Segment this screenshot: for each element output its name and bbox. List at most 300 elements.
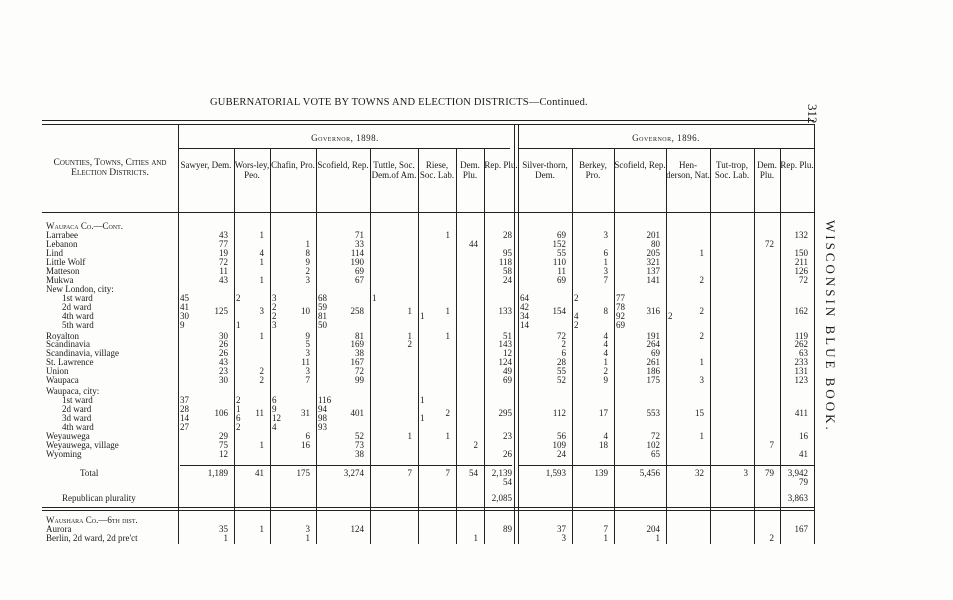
row-label: 2d ward (62, 404, 92, 414)
table-cell: 5,456 (639, 468, 660, 478)
table-cell: 7 (769, 440, 774, 450)
table-cell: 28 (557, 357, 566, 367)
column-header: Dem. Plu. (757, 160, 777, 180)
column-rule (456, 148, 457, 544)
group-total-cell: 295 (498, 408, 512, 418)
table-cell: 9 (272, 404, 277, 414)
table-cell: 9 (603, 375, 608, 385)
table-cell: 205 (646, 248, 660, 258)
table-cell: 55 (557, 366, 566, 376)
table-cell: 1 (603, 357, 608, 367)
table-cell: 2 (259, 366, 264, 376)
table-cell: 137 (646, 266, 660, 276)
table-cell: 69 (616, 320, 625, 330)
table-cell: 69 (503, 375, 512, 385)
table-cell: 1 (473, 533, 478, 543)
table-cell: 186 (646, 366, 660, 376)
column-rule (780, 148, 781, 544)
column-header: Sawyer, Dem. (180, 160, 232, 170)
table-cell: 7 (603, 275, 608, 285)
row-label: 1st ward (62, 293, 93, 303)
table-cell: 42 (520, 302, 529, 312)
group-total-cell: 133 (498, 306, 512, 316)
table-cell: 2 (305, 266, 310, 276)
group-header-1896: Governor, 1896. (632, 133, 700, 143)
table-cell: 77 (616, 293, 625, 303)
table-cell: 26 (503, 449, 512, 459)
table-cell: 2 (603, 366, 608, 376)
table-cell: 72 (219, 257, 228, 267)
table-cell: 124 (498, 357, 512, 367)
table-cell: 1 (259, 230, 264, 240)
table-cell: 67 (355, 275, 364, 285)
column-rule (514, 124, 515, 544)
table-cell: 81 (355, 331, 364, 341)
column-rule (518, 124, 519, 544)
table-cell: 2 (407, 339, 412, 349)
table-cell: 72 (765, 239, 774, 249)
row-label: Total (80, 468, 99, 478)
header-bottom-rule (42, 212, 814, 213)
page-number: 312 (805, 104, 820, 124)
table-cell: 2 (473, 440, 478, 450)
table-cell: 118 (498, 257, 512, 267)
group-total-cell: 17 (599, 408, 608, 418)
group-total-cell: 162 (794, 306, 808, 316)
column-header: Silver-thorn, Dem. (522, 160, 568, 180)
table-cell: 93 (318, 422, 327, 432)
table-cell: 49 (503, 366, 512, 376)
table-cell: 56 (557, 431, 566, 441)
table-cell: 6 (561, 348, 566, 358)
group-total-cell: 2 (445, 408, 450, 418)
table-cell: 4 (603, 339, 608, 349)
table-cell: 1 (603, 533, 608, 543)
table-cell: 7 (305, 375, 310, 385)
table-cell: 94 (318, 404, 327, 414)
table-cell: 1 (259, 257, 264, 267)
table-cell: 38 (355, 348, 364, 358)
table-cell: 1 (699, 431, 704, 441)
table-cell: 2,085 (491, 493, 512, 503)
row-label: Wyoming (46, 449, 82, 459)
table-cell: 1 (445, 331, 450, 341)
table-cell: 18 (599, 440, 608, 450)
table-cell: 175 (646, 375, 660, 385)
table-cell: 1 (236, 320, 241, 330)
table-cell: 26 (219, 348, 228, 358)
table-cell: 43 (219, 357, 228, 367)
column-header: Scofield, Rep. (614, 160, 666, 170)
row-label: Aurora (46, 524, 72, 534)
table-cell: 4 (603, 431, 608, 441)
table-cell: 28 (180, 404, 189, 414)
table-cell: 109 (552, 440, 566, 450)
table-cell: 12 (272, 413, 281, 423)
row-label: Matteson (46, 266, 80, 276)
table-cell: 1 (603, 257, 608, 267)
group-header-1898: Governor, 1898. (311, 133, 379, 143)
table-cell: 98 (318, 413, 327, 423)
table-cell: 3,274 (343, 468, 364, 478)
table-cell: 7 (603, 524, 608, 534)
table-cell: 23 (503, 431, 512, 441)
table-cell: 30 (219, 375, 228, 385)
row-label: Royalton (46, 331, 79, 341)
table-cell: 3 (305, 524, 310, 534)
table-cell: 43 (219, 275, 228, 285)
table-cell: 63 (799, 348, 808, 358)
table-top-rule-2 (42, 124, 814, 125)
table-cell: 169 (350, 339, 364, 349)
table-cell: 77 (219, 239, 228, 249)
row-label: St. Lawrence (46, 357, 94, 367)
group-total-cell: 11 (255, 408, 264, 418)
column-header: Berkey, Pro. (579, 160, 607, 180)
column-rule (710, 148, 711, 544)
row-label: Scandinavia (46, 339, 90, 349)
group-total-cell: 3 (259, 306, 264, 316)
row-label: Lebanon (46, 239, 78, 249)
table-cell: 28 (503, 230, 512, 240)
group-total-cell: 8 (603, 306, 608, 316)
table-cell: 78 (616, 302, 625, 312)
row-label: 2d ward (62, 302, 92, 312)
table-cell: 9 (180, 320, 185, 330)
table-cell: 132 (794, 230, 808, 240)
table-cell: 3,942 (787, 468, 808, 478)
table-cell: 1 (305, 533, 310, 543)
table-cell: 114 (350, 248, 364, 258)
column-rule (484, 148, 485, 544)
table-cell: 2 (272, 311, 277, 321)
table-cell: 16 (799, 431, 808, 441)
table-cell: 7 (407, 468, 412, 478)
row-label: Mukwa (46, 275, 74, 285)
table-cell: 14 (520, 320, 529, 330)
table-cell: 1 (420, 395, 425, 405)
table-cell: 3 (743, 468, 748, 478)
table-cell: 8 (305, 248, 310, 258)
table-cell: 52 (355, 431, 364, 441)
table-cell: 72 (651, 431, 660, 441)
table-cell: 1 (699, 357, 704, 367)
table-cell: 264 (646, 339, 660, 349)
table-cell: 191 (646, 331, 660, 341)
table-cell: 1 (259, 524, 264, 534)
table-cell: 37 (557, 524, 566, 534)
table-cell: 3 (272, 293, 277, 303)
group-total-cell: 10 (301, 306, 310, 316)
column-header: Riese, Soc. Lab. (419, 160, 455, 180)
column-rule (234, 148, 235, 544)
group-total-cell: 154 (552, 306, 566, 316)
table-cell: 124 (350, 524, 364, 534)
table-cell: 23 (219, 366, 228, 376)
row-label: Scandinavia, village (46, 348, 119, 358)
row-label: Little Wolf (46, 257, 86, 267)
table-cell: 2,139 (491, 468, 512, 478)
table-cell: 92 (616, 311, 625, 321)
column-rule (572, 148, 573, 544)
table-cell: 211 (794, 257, 808, 267)
table-cell: 73 (355, 440, 364, 450)
group-total-cell: 2 (699, 306, 704, 316)
stub-header: Counties, Towns, Cities and Election Districts. (53, 158, 167, 178)
table-cell: 69 (557, 230, 566, 240)
table-cell: 79 (765, 468, 774, 478)
row-label: Waupaca, city: (46, 386, 100, 396)
table-top-rule (42, 120, 814, 121)
row-label: Waupaca Co.—Cont. (46, 221, 124, 231)
table-cell: 1 (259, 331, 264, 341)
table-cell: 3 (603, 266, 608, 276)
table-cell: 5 (305, 339, 310, 349)
table-cell: 16 (301, 440, 310, 450)
table-cell: 1 (259, 275, 264, 285)
group-total-cell: 125 (214, 306, 228, 316)
table-cell: 1 (259, 440, 264, 450)
table-cell: 44 (469, 239, 478, 249)
table-cell: 54 (503, 477, 512, 487)
table-cell: 152 (552, 239, 566, 249)
table-cell: 45 (180, 293, 189, 303)
row-label: Weyauwega (46, 431, 90, 441)
table-cell: 1,189 (207, 468, 228, 478)
table-cell: 30 (219, 331, 228, 341)
table-cell: 1 (445, 431, 450, 441)
table-cell: 52 (557, 375, 566, 385)
table-cell: 1 (420, 311, 425, 321)
table-cell: 190 (350, 257, 364, 267)
table-cell: 58 (503, 266, 512, 276)
table-cell: 3 (305, 366, 310, 376)
group-total-cell: 31 (301, 408, 310, 418)
table-cell: 95 (503, 248, 512, 258)
group-total-cell: 112 (552, 408, 566, 418)
table-cell: 201 (646, 230, 660, 240)
table-cell: 32 (695, 468, 704, 478)
table-cell: 68 (318, 293, 327, 303)
table-cell: 4 (574, 311, 579, 321)
table-cell: 51 (503, 331, 512, 341)
row-label: 5th ward (62, 320, 94, 330)
group-total-cell: 553 (646, 408, 660, 418)
table-cell: 167 (794, 524, 808, 534)
table-cell: 2 (236, 293, 241, 303)
group-total-cell: 258 (350, 306, 364, 316)
table-cell: 261 (646, 357, 660, 367)
table-cell: 175 (296, 468, 310, 478)
table-cell: 141 (646, 275, 660, 285)
row-label: 3d ward (62, 413, 92, 423)
table-cell: 116 (318, 395, 332, 405)
table-cell: 11 (301, 357, 310, 367)
table-cell: 6 (236, 413, 241, 423)
book-title-sidebar: WISCONSIN BLUE BOOK. (823, 220, 838, 433)
row-label: Weyauwega, village (46, 440, 119, 450)
row-label: 1st ward (62, 395, 93, 405)
table-cell: 37 (180, 395, 189, 405)
table-cell: 3,863 (787, 493, 808, 503)
table-cell: 4 (272, 422, 277, 432)
column-header: Rep. Plu. (484, 160, 518, 170)
table-cell: 131 (794, 366, 808, 376)
column-rule (316, 148, 317, 544)
table-cell: 12 (219, 449, 228, 459)
table-cell: 26 (219, 339, 228, 349)
table-cell: 30 (180, 311, 189, 321)
total-rule-1898 (180, 465, 512, 466)
table-cell: 54 (469, 468, 478, 478)
group-total-cell: 106 (214, 408, 228, 418)
table-cell: 119 (794, 331, 808, 341)
table-cell: 1 (655, 533, 660, 543)
table-cell: 11 (557, 266, 566, 276)
table-cell: 2 (236, 422, 241, 432)
row-label: Waupaca (46, 375, 79, 385)
table-cell: 167 (350, 357, 364, 367)
table-cell: 4 (603, 348, 608, 358)
group-total-cell: 15 (695, 408, 704, 418)
table-cell: 2 (699, 331, 704, 341)
table-cell: 3 (561, 533, 566, 543)
column-rule (614, 148, 615, 544)
table-cell: 2 (769, 533, 774, 543)
row-label: 4th ward (62, 311, 94, 321)
table-cell: 3 (272, 320, 277, 330)
table-cell: 233 (794, 357, 808, 367)
table-cell: 1 (420, 413, 425, 423)
table-cell: 35 (219, 524, 228, 534)
table-cell: 2 (574, 293, 579, 303)
table-cell: 7 (445, 468, 450, 478)
column-header: Hen-derson, Nat. (666, 160, 710, 180)
column-header: Dem. Plu. (460, 160, 480, 180)
table-cell: 19 (219, 248, 228, 258)
table-cell: 110 (552, 257, 566, 267)
table-cell: 1 (236, 404, 241, 414)
column-header: Scofield, Rep. (317, 160, 369, 170)
section-double-rule (42, 507, 814, 511)
column-rule (814, 124, 815, 544)
table-cell: 3 (699, 375, 704, 385)
table-cell: 24 (503, 275, 512, 285)
group-rule-1898 (178, 148, 510, 149)
table-cell: 2 (259, 375, 264, 385)
table-cell: 72 (355, 366, 364, 376)
table-cell: 321 (646, 257, 660, 267)
table-cell: 6 (603, 248, 608, 258)
row-label: Berlin, 2d ward, 2d pre'ct (46, 533, 138, 543)
table-cell: 3 (305, 275, 310, 285)
table-cell: 4 (259, 248, 264, 258)
table-cell: 59 (318, 302, 327, 312)
column-header: Tut-trop, Soc. Lab. (714, 160, 750, 180)
table-cell: 50 (318, 320, 327, 330)
table-cell: 1 (372, 293, 377, 303)
column-rule (754, 148, 755, 544)
table-cell: 3 (305, 348, 310, 358)
table-cell: 41 (180, 302, 189, 312)
table-cell: 89 (503, 524, 512, 534)
table-cell: 55 (557, 248, 566, 258)
table-cell: 75 (219, 440, 228, 450)
group-total-cell: 411 (794, 408, 808, 418)
table-cell: 9 (305, 331, 310, 341)
table-cell: 69 (557, 275, 566, 285)
table-cell: 2 (236, 395, 241, 405)
table-cell: 139 (594, 468, 608, 478)
group-total-cell: 401 (350, 408, 364, 418)
column-rule (178, 124, 179, 544)
table-cell: 64 (520, 293, 529, 303)
table-cell: 6 (305, 431, 310, 441)
table-cell: 41 (255, 468, 264, 478)
table-cell: 150 (794, 248, 808, 258)
table-cell: 1 (223, 533, 228, 543)
table-cell: 2 (699, 275, 704, 285)
table-cell: 99 (355, 375, 364, 385)
column-header: Wors-ley, Peo. (234, 160, 270, 180)
table-cell: 80 (651, 239, 660, 249)
table-cell: 41 (799, 449, 808, 459)
table-cell: 69 (651, 348, 660, 358)
table-cell: 1 (305, 239, 310, 249)
row-label: Lind (46, 248, 63, 258)
row-label: Larrabee (46, 230, 78, 240)
column-rule (370, 148, 371, 544)
table-cell: 69 (355, 266, 364, 276)
table-cell: 79 (799, 477, 808, 487)
table-cell: 29 (219, 431, 228, 441)
table-cell: 123 (794, 375, 808, 385)
table-cell: 33 (355, 239, 364, 249)
table-cell: 2 (272, 302, 277, 312)
table-cell: 1 (407, 431, 412, 441)
page-title: GUBERNATORIAL VOTE BY TOWNS AND ELECTION DISTRICTS—Continued. (210, 97, 588, 108)
table-cell: 6 (272, 395, 277, 405)
row-label: Republican plurality (62, 493, 136, 503)
column-rule (666, 148, 667, 544)
row-label: Union (46, 366, 69, 376)
table-cell: 4 (603, 331, 608, 341)
table-cell: 2 (574, 320, 579, 330)
table-cell: 24 (557, 449, 566, 459)
table-cell: 14 (180, 413, 189, 423)
table-cell: 1 (699, 248, 704, 258)
table-cell: 81 (318, 311, 327, 321)
column-header: Rep. Plu. (780, 160, 814, 170)
table-cell: 102 (646, 440, 660, 450)
table-cell: 2 (561, 339, 566, 349)
row-label: 4th ward (62, 422, 94, 432)
table-cell: 12 (503, 348, 512, 358)
column-rule (418, 148, 419, 544)
table-cell: 204 (646, 524, 660, 534)
table-cell: 3 (603, 230, 608, 240)
table-cell: 1,593 (545, 468, 566, 478)
table-cell: 27 (180, 422, 189, 432)
row-label: Waushara Co.—6th dist. (46, 515, 138, 525)
table-cell: 38 (355, 449, 364, 459)
column-header: Tuttle, Soc. Dem.of Am. (371, 160, 417, 180)
table-cell: 126 (794, 266, 808, 276)
group-total-cell: 1 (445, 306, 450, 316)
column-rule (270, 148, 271, 544)
table-cell: 1 (445, 230, 450, 240)
group-total-cell: 1 (407, 306, 412, 316)
